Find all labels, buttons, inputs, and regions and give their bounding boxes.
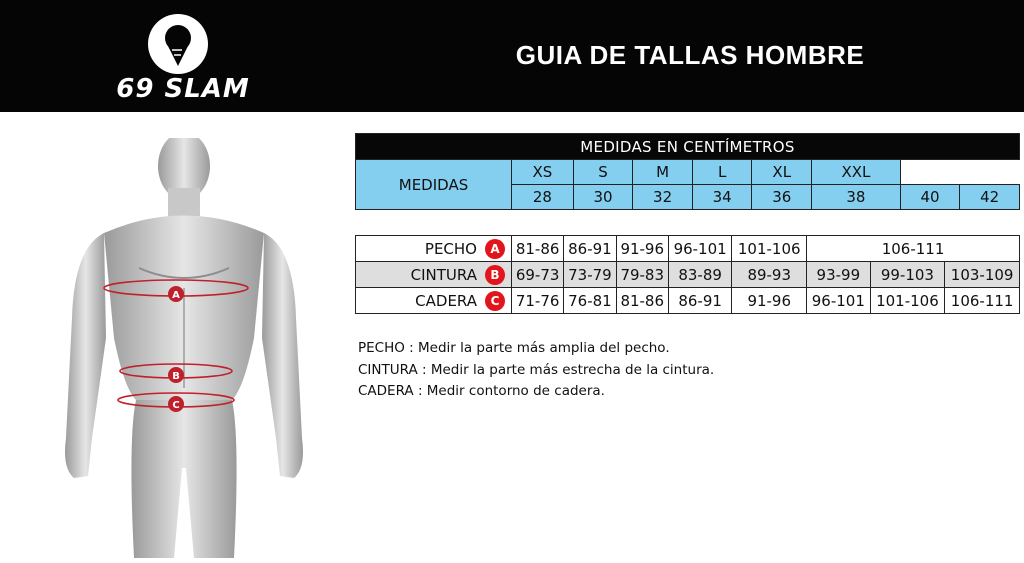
measure-value: 79-83: [616, 262, 668, 288]
measure-value: 83-89: [668, 262, 732, 288]
marker-c-label: C: [172, 400, 180, 411]
measure-label: CINTURA: [410, 265, 477, 284]
measure-value: 86-91: [564, 236, 616, 262]
size-number: 34: [692, 185, 752, 210]
figure-left-arm: [65, 233, 106, 478]
measure-value: 93-99: [807, 262, 871, 288]
table-row: [356, 262, 1020, 288]
marker-a-badge: A: [485, 239, 505, 259]
header-bar: [0, 0, 1024, 112]
measure-label: CADERA: [415, 291, 477, 310]
measure-value: 91-96: [616, 236, 668, 262]
measure-value: 99-103: [870, 262, 945, 288]
size-letter: XS: [512, 160, 574, 185]
figure-right-arm: [262, 233, 303, 478]
size-table: [355, 133, 1020, 210]
body-figure: [44, 138, 324, 558]
measurement-notes: [358, 338, 778, 403]
measure-value: 69-73: [512, 262, 564, 288]
figure-neck: [168, 188, 200, 216]
marker-b-badge: B: [485, 265, 505, 285]
size-number: 36: [752, 185, 812, 210]
note-line: [358, 381, 778, 403]
size-number: 38: [812, 185, 901, 210]
marker-b-label: B: [172, 371, 180, 382]
note-line: [358, 338, 778, 360]
note-text: : Medir la parte más amplia del pecho.: [404, 340, 670, 356]
size-number: 28: [512, 185, 574, 210]
size-letter: M: [633, 160, 693, 185]
size-letter: L: [692, 160, 752, 185]
empty-cell: [960, 160, 1020, 185]
measure-value: 81-86: [616, 288, 668, 314]
size-letter: XXL: [812, 160, 901, 185]
marker-a-label: A: [172, 290, 180, 301]
ice-cream-icon: [148, 14, 208, 74]
measure-value: 89-93: [732, 262, 807, 288]
note-term: PECHO: [358, 340, 405, 356]
measure-value-merged: 106-111: [807, 236, 1020, 262]
brand-logo[interactable]: [100, 6, 280, 106]
measure-value: 76-81: [564, 288, 616, 314]
note-term: CINTURA: [358, 361, 418, 378]
note-text: : Medir contorno de cadera.: [413, 383, 605, 399]
measure-value: 103-109: [945, 262, 1020, 288]
note-line: [358, 360, 778, 382]
empty-cell: [900, 160, 960, 185]
brand-name: 69 SLAM: [116, 74, 250, 104]
measure-value: 96-101: [807, 288, 871, 314]
marker-a-icon: [168, 286, 184, 302]
measure-value: 101-106: [732, 236, 807, 262]
measure-value: 106-111: [945, 288, 1020, 314]
marker-c-icon: [168, 396, 184, 412]
measure-table: [355, 235, 1020, 314]
size-number: 30: [573, 185, 633, 210]
size-table-caption: MEDIDAS EN CENTÍMETROS: [356, 134, 1020, 160]
marker-c-badge: C: [485, 291, 505, 311]
note-text: : Medir la parte más estrecha de la cintura.: [417, 361, 715, 378]
measure-value: 71-76: [512, 288, 564, 314]
note-term: CADERA: [358, 383, 414, 399]
measure-value: 96-101: [668, 236, 732, 262]
measure-value: 73-79: [564, 262, 616, 288]
table-row: [356, 288, 1020, 314]
measure-label-cell: [356, 262, 512, 288]
measure-label: PECHO: [424, 239, 477, 258]
size-letter: XL: [752, 160, 812, 185]
measure-label-cell: [356, 236, 512, 262]
page-title: GUIA DE TALLAS HOMBRE: [515, 40, 865, 70]
marker-b-icon: [168, 367, 184, 383]
size-letter: S: [573, 160, 633, 185]
table-row: [356, 236, 1020, 262]
measure-value: 86-91: [668, 288, 732, 314]
size-row-label: MEDIDAS: [356, 160, 512, 210]
measure-value: 91-96: [732, 288, 807, 314]
size-number: 42: [960, 185, 1020, 210]
size-number: 32: [633, 185, 693, 210]
size-number: 40: [900, 185, 960, 210]
measure-label-cell: [356, 288, 512, 314]
measure-value: 101-106: [870, 288, 945, 314]
figure-legs: [131, 400, 236, 558]
measure-value: 81-86: [512, 236, 564, 262]
